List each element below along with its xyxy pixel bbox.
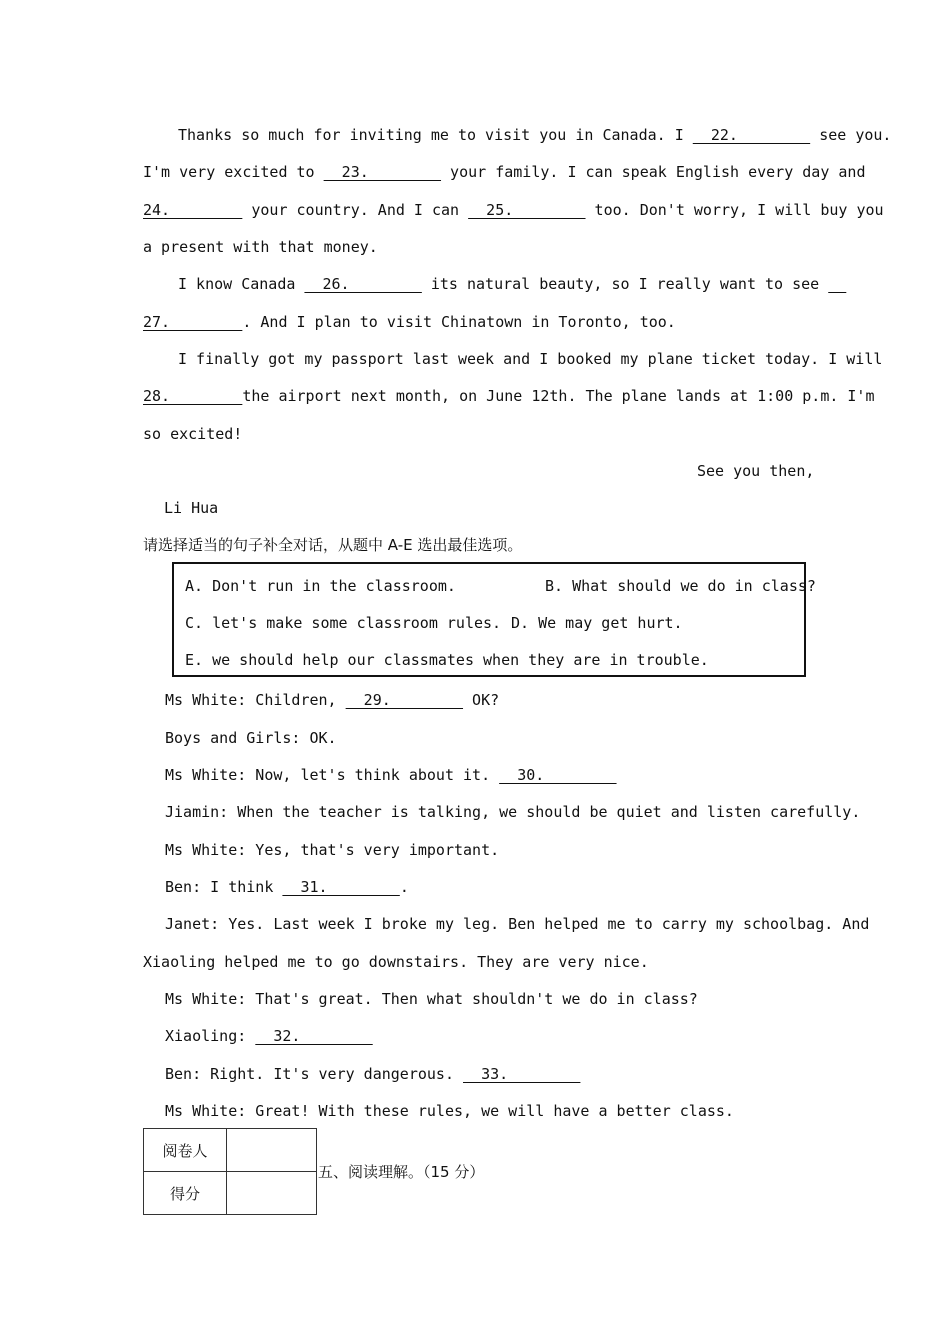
- letter-line: [143, 312, 676, 332]
- dialogue-line: Ms White: Great! With these rules, we will have a better class.: [165, 1102, 734, 1120]
- blank-29[interactable]: 29.: [345, 691, 464, 709]
- blank-23[interactable]: 23.: [323, 163, 442, 181]
- text: see you.: [810, 126, 892, 144]
- option-c: C. let's make some classroom rules.: [185, 614, 502, 632]
- blank-26[interactable]: 26.: [304, 275, 422, 293]
- dialogue-line: Jiamin: When the teacher is talking, we should be quiet and listen carefully.: [165, 803, 861, 821]
- section-instruction: 请选择适当的句子补全对话，从题中 A-E 选出最佳选项。: [143, 536, 523, 554]
- letter-signature: Li Hua: [164, 499, 219, 517]
- letter-closing: See you then,: [697, 462, 815, 480]
- dialogue-line: Xiaoling helped me to go downstairs. They are very nice.: [143, 953, 649, 971]
- letter-line: I finally got my passport last week and I booked my plane ticket today. I will: [178, 350, 883, 368]
- dialogue-line: Ms White: That's great. Then what shouldn't we do in class?: [165, 990, 698, 1008]
- text: Ben: I think: [165, 878, 283, 896]
- letter-line: [143, 162, 865, 182]
- blank-24[interactable]: 24.: [143, 201, 243, 219]
- blank-28[interactable]: 28.: [143, 387, 243, 405]
- reviewer-field[interactable]: [227, 1129, 317, 1172]
- dialogue-line: Ms White: Yes, that's very important.: [165, 841, 500, 859]
- dialogue-line: [165, 877, 409, 897]
- score-label: 得分: [144, 1172, 227, 1215]
- dialogue-line: [165, 765, 617, 785]
- letter-line: so excited!: [143, 425, 243, 443]
- text: your family. I can speak English every day and: [441, 163, 866, 181]
- letter-line: [143, 200, 884, 220]
- option-e: E. we should help our classmates when they are in trouble.: [185, 651, 709, 669]
- score-field[interactable]: [227, 1172, 317, 1215]
- text: Xiaoling:: [165, 1027, 256, 1045]
- grader-table: [143, 1128, 317, 1215]
- dialogue-line: [165, 690, 499, 710]
- option-a: A. Don't run in the classroom.: [185, 577, 456, 595]
- dialogue-line: Boys and Girls: OK.: [165, 729, 337, 747]
- dialogue-line: [165, 1064, 580, 1084]
- letter-line: a present with that money.: [143, 238, 378, 256]
- dialogue-line: Janet: Yes. Last week I broke my leg. Ben helped me to carry my schoolbag. And: [165, 915, 870, 933]
- text: OK?: [463, 691, 500, 709]
- blank-33[interactable]: 33.: [463, 1065, 581, 1083]
- reviewer-label: 阅卷人: [144, 1129, 227, 1172]
- text: Thanks so much for inviting me to visit you in Canada. I: [178, 126, 693, 144]
- text: the airport next month, on June 12th. The plane lands at 1:00 p.m. I'm: [242, 387, 875, 405]
- section-title: 五、阅读理解。（15 分）: [318, 1163, 485, 1181]
- option-b: B. What should we do in class?: [545, 577, 816, 595]
- blank-27[interactable]: 27.: [143, 313, 243, 331]
- blank-30[interactable]: 30.: [499, 766, 617, 784]
- blank-25[interactable]: 25.: [468, 201, 586, 219]
- text: Ms White: Now, let's think about it.: [165, 766, 500, 784]
- blank-22[interactable]: 22.: [692, 126, 811, 144]
- blank-31[interactable]: 31.: [282, 878, 400, 896]
- blank-27-start[interactable]: [828, 275, 846, 293]
- text: Ben: Right. It's very dangerous.: [165, 1065, 464, 1083]
- letter-line: [178, 274, 846, 294]
- blank-32[interactable]: 32.: [255, 1027, 373, 1045]
- letter-line: [143, 386, 875, 406]
- text: your country. And I can: [242, 201, 469, 219]
- option-d: D. We may get hurt.: [511, 614, 683, 632]
- letter-line: [178, 125, 891, 145]
- text: . And I plan to visit Chinatown in Toronto, too.: [242, 313, 676, 331]
- text: Ms White: Children,: [165, 691, 346, 709]
- text: too. Don't worry, I will buy you: [585, 201, 884, 219]
- text: I'm very excited to: [143, 163, 324, 181]
- text: .: [399, 878, 409, 896]
- dialogue-line: [165, 1026, 373, 1046]
- text: I know Canada: [178, 275, 305, 293]
- text: its natural beauty, so I really want to see: [421, 275, 829, 293]
